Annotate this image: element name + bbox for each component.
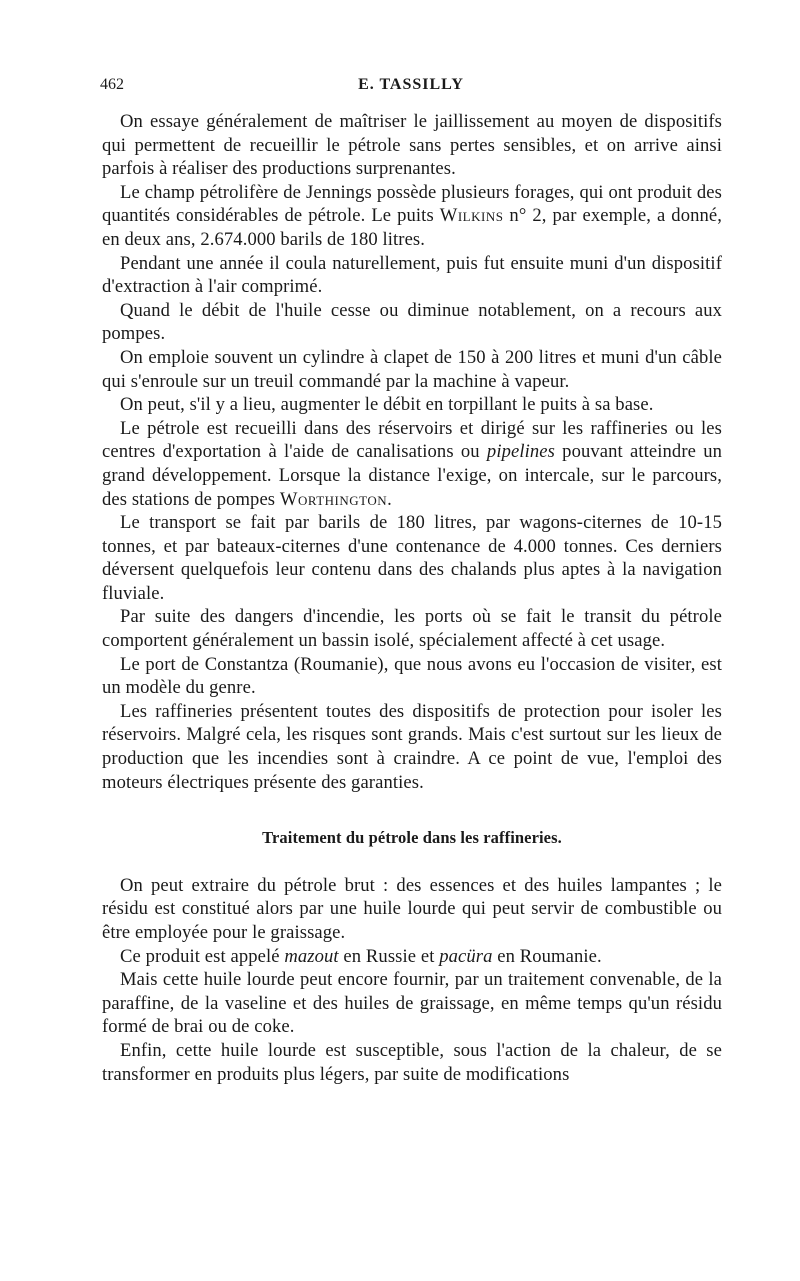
paragraph bbox=[102, 393, 722, 417]
page-header bbox=[100, 76, 722, 100]
paragraph bbox=[102, 346, 722, 393]
text-run: en Russie et bbox=[338, 945, 440, 967]
text-run: Le transport se fait par barils de 180 litres, par wagons-citernes de 10-15 tonnes, et par bateaux-citernes d'une contenance de 4.000 tonnes. Ces derniers déversent quelquefois leur contenu dans des chalands plus aptes à la navigation fluviale. bbox=[102, 512, 722, 604]
paragraph bbox=[102, 299, 722, 346]
paragraph bbox=[102, 874, 722, 945]
text-run: Pendant une année il coula naturellement, puis fut ensuite muni d'un dispositif d'extraction à l'air comprimé. bbox=[102, 252, 722, 298]
text-run: Les raffineries présentent toutes des dispositifs de protection pour isoler les réservoirs. Malgré cela, les risques sont grands. Mais c'est surtout sur les lieux de production que les incendies sont à craindre. A ce point de vue, l'emploi des moteurs électriques présente des garanties. bbox=[102, 700, 722, 793]
small-caps-name: Worthington bbox=[279, 488, 388, 510]
text-run: Ce produit est appelé bbox=[120, 945, 285, 967]
text-run: pouvant atteindre un grand développement. Lorsque la distance l'exige, on intercale, sur le parcours, des stations de pompes bbox=[102, 441, 722, 510]
text-run: Par suite des dangers d'incendie, les ports où se fait le transit du pétrole comportent généralement un bassin isolé, spécialement affecté à cet usage. bbox=[102, 606, 722, 652]
italic-term: pacüra bbox=[439, 945, 493, 967]
paragraph bbox=[102, 181, 722, 252]
text-run: . bbox=[387, 488, 392, 510]
paragraph bbox=[102, 1039, 722, 1086]
text-run: On emploie souvent un cylindre à clapet de 150 à 200 litres et muni d'un câble qui s'enroule sur un treuil commandé par la machine à vapeur. bbox=[102, 346, 722, 392]
paragraph bbox=[102, 110, 722, 181]
paragraph bbox=[102, 945, 722, 969]
text-run: On essaye généralement de maîtriser le jaillissement au moyen de dispositifs qui permettent de recueillir le pétrole sans pertes sensibles, et on arrive ainsi parfois à réaliser des productions surprenantes. bbox=[102, 111, 722, 180]
paragraph bbox=[102, 700, 722, 794]
page-body bbox=[102, 110, 722, 1086]
paragraph bbox=[102, 252, 722, 299]
italic-term: pipelines bbox=[486, 441, 555, 463]
paragraphs-after-heading bbox=[102, 874, 722, 1086]
text-run: Enfin, cette huile lourde est susceptible, sous l'action de la chaleur, de se transformer en produits plus légers, par suite de modifications bbox=[102, 1039, 722, 1085]
text-run: Le champ pétrolifère de Jennings possède plusieurs forages, qui ont produit des quantités considérables de pétrole. Le puits bbox=[102, 181, 722, 227]
italic-term: mazout bbox=[284, 945, 339, 967]
small-caps-name: Wilkins bbox=[439, 205, 504, 227]
paragraph bbox=[102, 417, 722, 511]
page-number: 462 bbox=[100, 76, 124, 93]
paragraph bbox=[102, 605, 722, 652]
text-run: en Roumanie. bbox=[492, 945, 602, 967]
text-run: On peut extraire du pétrole brut : des essences et des huiles lampantes ; le résidu est constitué alors par une huile lourde qui peut servir de combustible ou être employée pour le graissage. bbox=[102, 874, 722, 943]
paragraph bbox=[102, 511, 722, 605]
text-run: Le port de Constantza (Roumanie), que nous avons eu l'occasion de visiter, est un modèle du genre. bbox=[102, 653, 722, 699]
running-title: E. TASSILLY bbox=[358, 76, 464, 93]
text-run: On peut, s'il y a lieu, augmenter le débit en torpillant le puits à sa base. bbox=[120, 394, 654, 416]
text-run: n° 2, par exemple, a donné, en deux ans, 2.674.000 barils de 180 litres. bbox=[102, 205, 722, 250]
text-run: Mais cette huile lourde peut encore fournir, par un traitement convenable, de la paraffine, de la vaseline et des huiles de graissage, en même temps qu'un résidu formé de brai ou de coke. bbox=[102, 969, 722, 1038]
paragraph bbox=[102, 968, 722, 1039]
text-run: Quand le débit de l'huile cesse ou diminue notablement, on a recours aux pompes. bbox=[102, 299, 722, 345]
paragraphs-before-heading bbox=[102, 110, 722, 794]
paragraph bbox=[102, 653, 722, 700]
section-heading: Traitement du pétrole dans les raffineries. bbox=[262, 828, 562, 848]
text-run: Le pétrole est recueilli dans des réservoirs et dirigé sur les raffineries ou les centres d'exportation à l'aide de canalisations ou bbox=[102, 417, 722, 463]
